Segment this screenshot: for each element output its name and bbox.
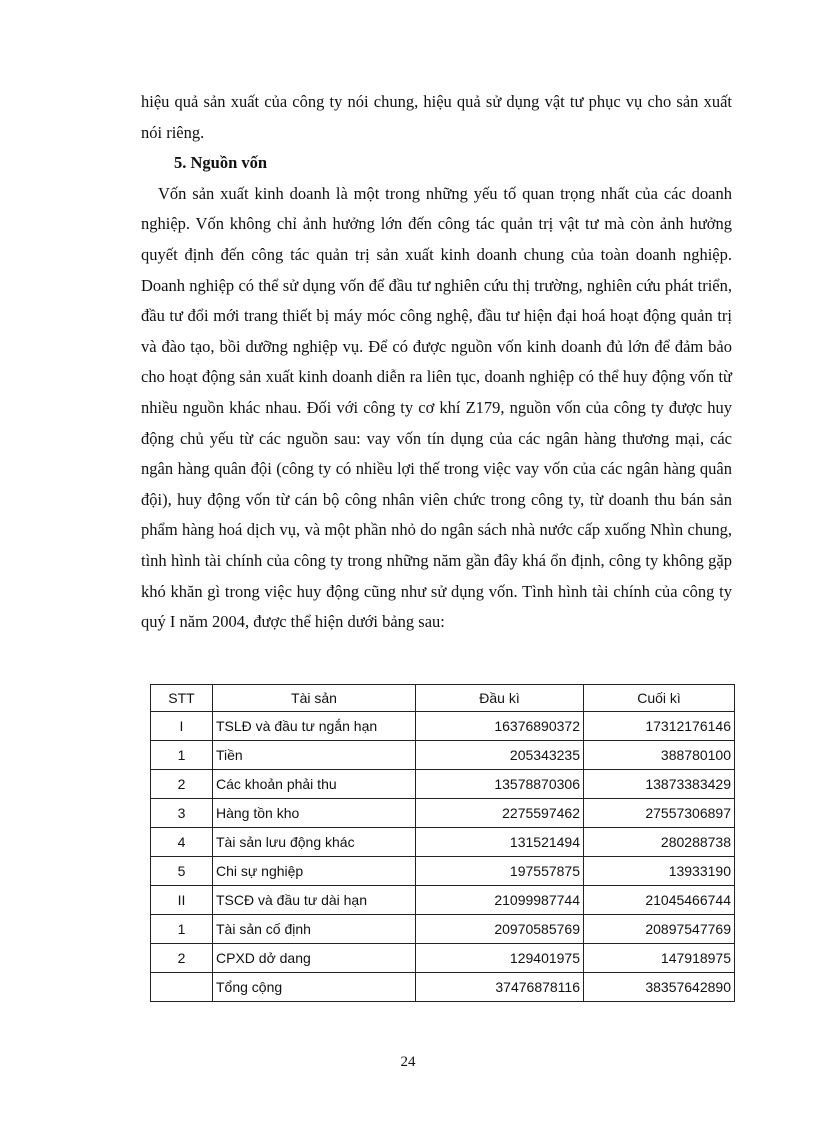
table-row — [151, 944, 735, 973]
cell-end: 20897547769 — [584, 915, 735, 944]
cell-asset: TSCĐ và đầu tư dài hạn — [213, 886, 416, 915]
cell-end: 17312176146 — [584, 712, 735, 741]
cell-begin: 197557875 — [416, 857, 584, 886]
cell-end: 13873383429 — [584, 770, 735, 799]
cell-begin: 20970585769 — [416, 915, 584, 944]
header-stt: STT — [151, 685, 213, 712]
cell-stt: 1 — [151, 741, 213, 770]
cell-end: 21045466744 — [584, 886, 735, 915]
paragraph-continuation: hiệu quả sản xuất của công ty nói chung, hiệu quả sử dụng vật tư phục vụ cho sản xuất nói riêng. — [141, 92, 732, 142]
cell-stt: 3 — [151, 799, 213, 828]
cell-begin: 129401975 — [416, 944, 584, 973]
cell-end: 38357642890 — [584, 973, 735, 1002]
cell-stt: 2 — [151, 944, 213, 973]
cell-begin: 205343235 — [416, 741, 584, 770]
cell-stt: 4 — [151, 828, 213, 857]
cell-stt: 5 — [151, 857, 213, 886]
cell-asset: Tài sản lưu động khác — [213, 828, 416, 857]
table-row — [151, 915, 735, 944]
table-row — [151, 886, 735, 915]
body-text — [141, 87, 732, 638]
cell-end: 147918975 — [584, 944, 735, 973]
cell-asset: Tổng cộng — [213, 973, 416, 1002]
cell-asset: Tiền — [213, 741, 416, 770]
section-heading: 5. Nguồn vốn — [174, 153, 268, 173]
paragraph-capital: Vốn sản xuất kinh doanh là một trong những yếu tố quan trọng nhất của các doanh nghiệp. Vốn không chỉ ảnh hưởng lớn đến công tác quản trị vật tư mà còn ảnh hưởng quyết định đến công tác quản trị sản xuất kinh doanh chung của toàn doanh nghiệp. Doanh nghiệp có thể sử dụng vốn để đầu tư nghiên cứu thị trường, nghiên cứu phát triển, đầu tư đổi mới trang thiết bị máy móc công nghệ, đầu tư hiện đại hoá hoạt động quản trị và đào tạo, bồi dưỡng nghiệp vụ. Để có được nguồn vốn kinh doanh đủ lớn để đảm bảo cho hoạt động sản xuất kinh doanh diễn ra liên tục, doanh nghiệp có thể huy động vốn từ nhiều nguồn khác nhau. Đối với công ty cơ khí Z179, nguồn vốn của công ty được huy động chủ yếu từ các nguồn sau: vay vốn tín dụng của các ngân hàng thương mại, các ngân hàng quân đội (công ty có nhiều lợi thế trong việc vay vốn của các ngân hàng quân đội), huy động vốn từ cán bộ công nhân viên chức trong công ty, từ doanh thu bán sản phẩm hàng hoá dịch vụ, và một phần nhỏ do ngân sách nhà nước cấp xuống Nhìn chung, tình hình tài chính của công ty trong những năm gần đây khá ổn định, công ty không gặp khó khăn gì trong việc huy động cũng như sử dụng vốn. Tình hình tài chính của công ty quý I năm 2004, được thể hiện dưới bảng sau: — [141, 183, 732, 632]
cell-end: 388780100 — [584, 741, 735, 770]
table-row — [151, 857, 735, 886]
table-row — [151, 712, 735, 741]
cell-begin: 131521494 — [416, 828, 584, 857]
table-header-row — [151, 685, 735, 712]
table-row — [151, 799, 735, 828]
cell-asset: Hàng tồn kho — [213, 799, 416, 828]
header-end-period: Cuối kì — [584, 685, 735, 712]
cell-begin: 13578870306 — [416, 770, 584, 799]
financial-table — [150, 684, 735, 1002]
cell-begin: 37476878116 — [416, 973, 584, 1002]
cell-stt: 2 — [151, 770, 213, 799]
cell-asset: CPXD dở dang — [213, 944, 416, 973]
header-asset: Tài sản — [213, 685, 416, 712]
cell-asset: Tài sản cố định — [213, 915, 416, 944]
cell-end: 27557306897 — [584, 799, 735, 828]
cell-end: 13933190 — [584, 857, 735, 886]
cell-stt: 1 — [151, 915, 213, 944]
table-total-row — [151, 973, 735, 1002]
cell-asset: Các khoản phải thu — [213, 770, 416, 799]
table-row — [151, 828, 735, 857]
cell-asset: Chi sự nghiệp — [213, 857, 416, 886]
table-row — [151, 741, 735, 770]
cell-begin: 16376890372 — [416, 712, 584, 741]
table-row — [151, 770, 735, 799]
cell-asset: TSLĐ và đầu tư ngắn hạn — [213, 712, 416, 741]
cell-begin: 2275597462 — [416, 799, 584, 828]
page-number: 24 — [400, 1054, 416, 1070]
cell-stt: I — [151, 712, 213, 741]
cell-begin: 21099987744 — [416, 886, 584, 915]
cell-stt — [151, 973, 213, 1002]
cell-stt: II — [151, 886, 213, 915]
header-begin-period: Đầu kì — [416, 685, 584, 712]
cell-end: 280288738 — [584, 828, 735, 857]
